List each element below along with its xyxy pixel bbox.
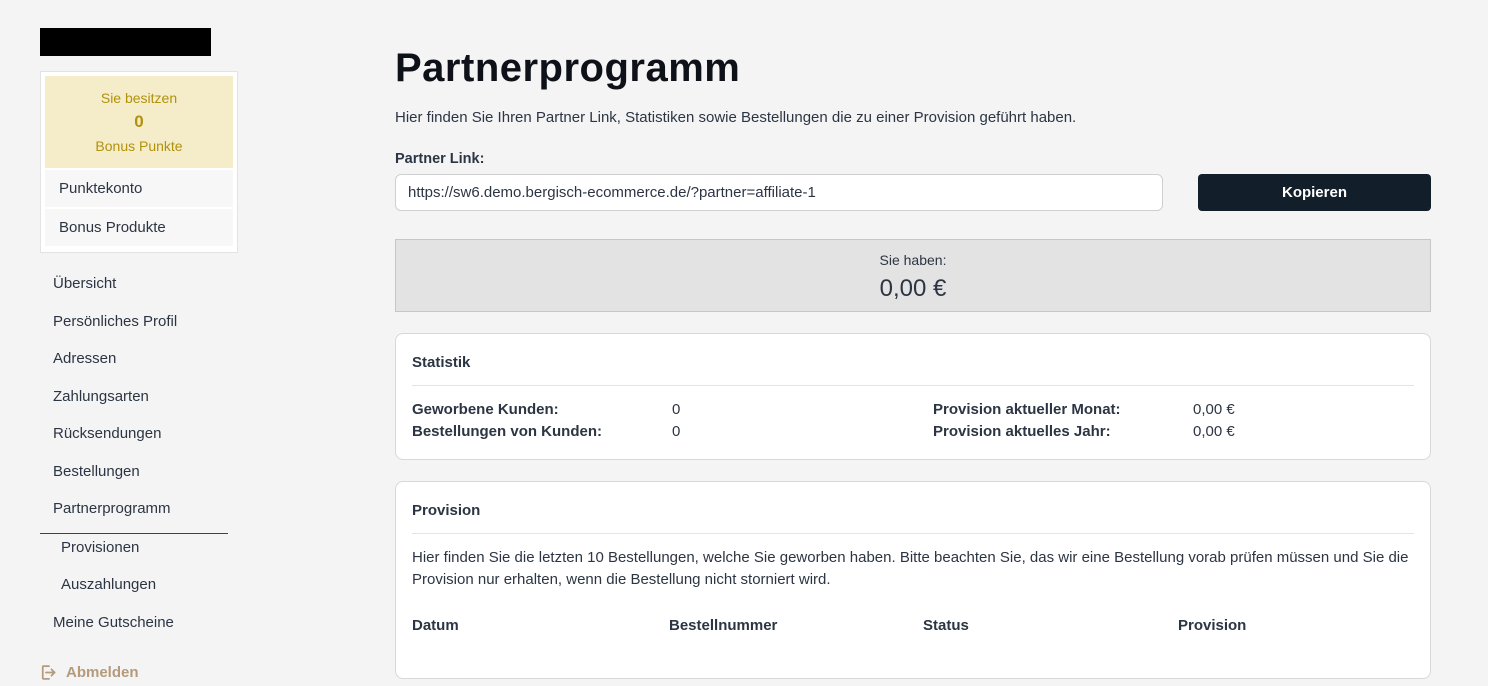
sidebar-item-adressen[interactable]: Adressen bbox=[53, 350, 117, 367]
stat-value: 0 bbox=[672, 423, 681, 440]
stat-bestellungen-von-kunden bbox=[412, 421, 913, 443]
logout-label: Abmelden bbox=[66, 664, 139, 681]
copy-button[interactable]: Kopieren bbox=[1198, 174, 1431, 211]
sidebar-item-bonus-produkte[interactable]: Bonus Produkte bbox=[45, 209, 233, 246]
logout-button[interactable] bbox=[38, 663, 238, 682]
balance-box bbox=[395, 239, 1431, 312]
statistics-grid bbox=[412, 386, 1414, 443]
sidebar-item-uebersicht[interactable]: Übersicht bbox=[53, 275, 117, 292]
sidebar-item-meine-gutscheine[interactable]: Meine Gutscheine bbox=[53, 613, 174, 631]
sidebar-item-provisionen[interactable]: Provisionen bbox=[61, 538, 140, 556]
stat-label: Bestellungen von Kunden: bbox=[412, 423, 603, 440]
column-header-status: Status bbox=[923, 617, 969, 634]
partner-link-label: Partner Link: bbox=[395, 151, 485, 167]
stat-label: Provision aktueller Monat: bbox=[933, 401, 1121, 418]
stat-value: 0,00 € bbox=[1193, 401, 1235, 418]
provision-title: Provision bbox=[412, 502, 481, 519]
sidebar-item-auszahlungen[interactable]: Auszahlungen bbox=[61, 576, 157, 593]
bonus-points-line2: Bonus Punkte bbox=[95, 138, 183, 154]
balance-label: Sie haben: bbox=[879, 252, 947, 268]
statistics-col-right bbox=[913, 399, 1414, 443]
stat-provision-jahr bbox=[933, 421, 1414, 443]
sidebar-item-bestellungen[interactable]: Bestellungen bbox=[53, 462, 140, 480]
statistics-col-left bbox=[412, 399, 913, 443]
account-menu bbox=[40, 265, 238, 641]
column-header-provision: Provision bbox=[1178, 617, 1247, 634]
stat-label: Provision aktuelles Jahr: bbox=[933, 423, 1111, 440]
sidebar-item-partnerprogramm[interactable]: Partnerprogramm bbox=[40, 490, 228, 534]
sidebar-item-ruecksendungen[interactable]: Rücksendungen bbox=[53, 425, 162, 442]
logout-icon bbox=[38, 663, 57, 682]
partner-link-input[interactable] bbox=[395, 174, 1163, 211]
page-title: Partnerprogramm bbox=[395, 46, 741, 90]
shop-logo[interactable] bbox=[40, 28, 211, 56]
bonus-points-line1: Sie besitzen bbox=[100, 90, 178, 106]
stat-label: Geworbene Kunden: bbox=[412, 401, 559, 418]
stat-geworbene-kunden bbox=[412, 399, 913, 421]
bonus-menu bbox=[45, 170, 233, 246]
provision-divider bbox=[412, 533, 1414, 534]
provision-table-header bbox=[412, 617, 1414, 662]
account-sidebar bbox=[40, 0, 238, 682]
column-header-bestellnummer: Bestellnummer bbox=[669, 617, 778, 634]
provision-card bbox=[395, 481, 1431, 679]
bonus-points-summary bbox=[45, 76, 233, 168]
bonus-points-widget bbox=[40, 71, 238, 253]
partner-program-content bbox=[395, 0, 1431, 682]
column-header-datum: Datum bbox=[412, 617, 459, 634]
provision-description: Hier finden Sie die letzten 10 Bestellungen, welche Sie geworben haben. Bitte beachten Sie, das wir eine Bestellung vorab prüfen müssen und Sie die Provision nur erhalten, wenn die Bestellung nicht storniert wird. bbox=[412, 549, 1409, 588]
sidebar-item-punktekonto[interactable]: Punktekonto bbox=[45, 170, 233, 207]
page-subtitle: Hier finden Sie Ihren Partner Link, Statistiken sowie Bestellungen die zu einer Provision geführt haben. bbox=[395, 109, 1077, 126]
sidebar-item-persoenliches-profil[interactable]: Persönliches Profil bbox=[53, 312, 178, 330]
stat-value: 0 bbox=[672, 401, 681, 418]
stat-value: 0,00 € bbox=[1193, 423, 1235, 440]
bonus-points-value: 0 bbox=[134, 112, 144, 131]
partner-link-row bbox=[395, 174, 1431, 211]
statistics-card bbox=[395, 333, 1431, 460]
balance-value: 0,00 € bbox=[879, 275, 947, 302]
stat-provision-monat bbox=[933, 399, 1414, 421]
sidebar-item-zahlungsarten[interactable]: Zahlungsarten bbox=[53, 387, 149, 405]
statistics-title: Statistik bbox=[412, 354, 471, 371]
